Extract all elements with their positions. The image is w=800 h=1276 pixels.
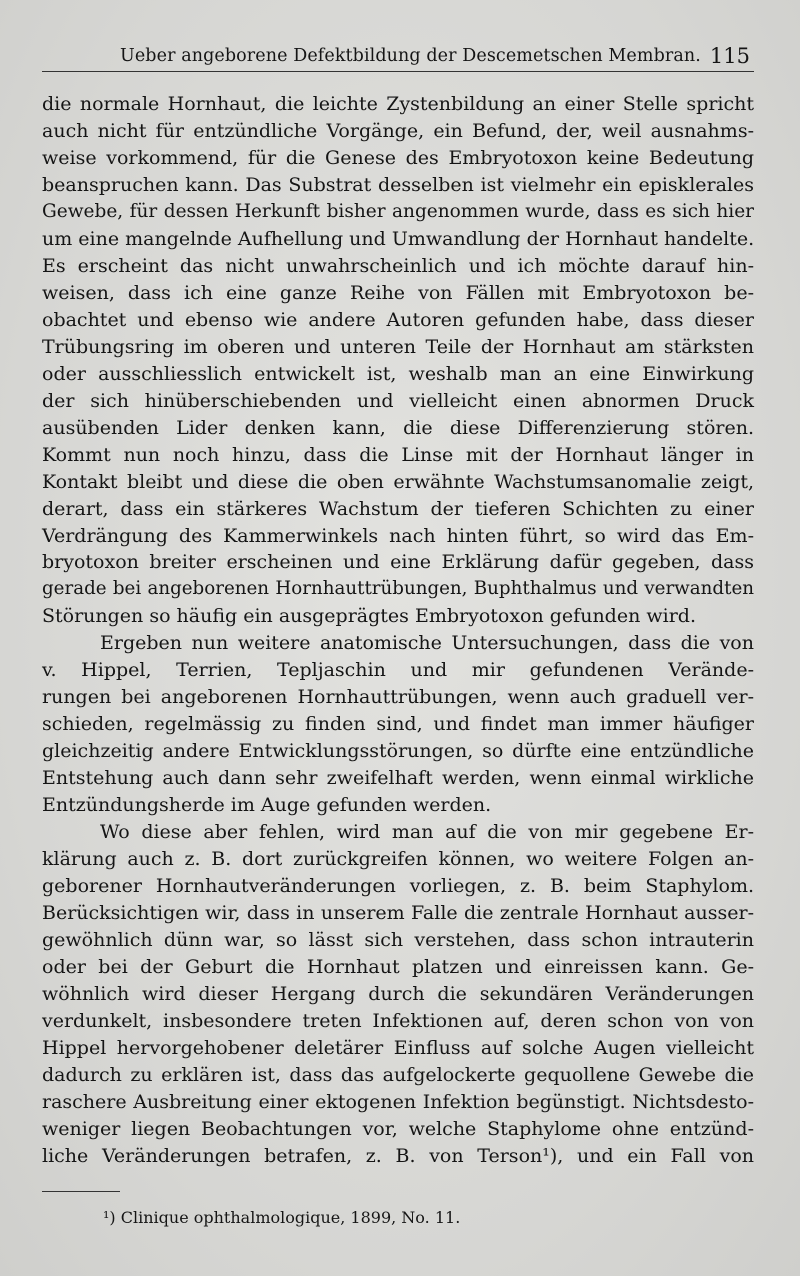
text-line: derart, dass ein stärkeres Wachstum der tieferen Schichten zu einer bbox=[42, 497, 754, 520]
text-line: oder bei der Geburt die Hornhaut platzen und einreissen kann. Ge- bbox=[42, 956, 754, 978]
text-line: bryotoxon breiter erscheinen und eine Erklärung dafür gegeben, dass bbox=[42, 551, 754, 574]
header-rule bbox=[42, 71, 754, 72]
text-line: oder ausschliesslich entwickelt ist, weshalb man an eine Einwirkung bbox=[42, 362, 754, 385]
text-line: weise vorkommend, für die Genese des Embryotoxon keine Bedeutung bbox=[42, 146, 754, 169]
text-line: Störungen so häufig ein ausgeprägtes Embryotoxon gefunden wird. bbox=[42, 605, 696, 628]
footnote-rule bbox=[42, 1191, 120, 1192]
text-line: obachtet und ebenso wie andere Autoren gefunden habe, dass dieser bbox=[42, 308, 754, 331]
text-line: gewöhnlich dünn war, so lässt sich verstehen, dass schon intrauterin bbox=[42, 929, 754, 952]
text-line: Gewebe, für dessen Herkunft bisher angenommen wurde, dass es sich hier bbox=[42, 200, 754, 222]
text-line: raschere Ausbreitung einer ektogenen Infektion begünstigt. Nichtsdesto- bbox=[42, 1090, 754, 1113]
text-line: gleichzeitig andere Entwicklungsstörungen, so dürfte eine entzündliche bbox=[42, 740, 754, 763]
text-line: v. Hippel, Terrien, Tepljaschin und mir gefundenen Verände- bbox=[42, 659, 754, 682]
text-line: weisen, dass ich eine ganze Reihe von Fällen mit Embryotoxon be- bbox=[42, 281, 754, 304]
text-line: Es erscheint das nicht unwahrscheinlich und ich möchte darauf hin- bbox=[42, 254, 754, 277]
text-line: die normale Hornhaut, die leichte Zystenbildung an einer Stelle spricht bbox=[42, 93, 754, 115]
text-line: auch nicht für entzündliche Vorgänge, ein Befund, der, weil ausnahms- bbox=[42, 119, 754, 142]
text-line: Berücksichtigen wir, dass in unserem Falle die zentrale Hornhaut ausser- bbox=[42, 902, 754, 925]
text-line: Hippel hervorgehobener deletärer Einfluss auf solche Augen vielleicht bbox=[42, 1036, 754, 1059]
page-number: 115 bbox=[709, 44, 750, 68]
paragraph-start-line: Wo diese aber fehlen, wird man auf die von mir gegebene Er- bbox=[100, 821, 754, 844]
text-line: rungen bei angeborenen Hornhauttrübungen, wenn auch graduell ver- bbox=[42, 686, 754, 709]
text-line: Verdrängung des Kammerwinkels nach hinten führt, so wird das Em- bbox=[42, 524, 754, 547]
running-head bbox=[42, 40, 754, 74]
paragraph-start-line: Ergeben nun weitere anatomische Untersuchungen, dass die von bbox=[100, 632, 754, 655]
text-line: gerade bei angeborenen Hornhauttrübungen, Buphthalmus und verwandten bbox=[42, 578, 754, 600]
text-line: schieden, regelmässig zu finden sind, und findet man immer häufiger bbox=[42, 713, 754, 736]
text-line: weniger liegen Beobachtungen vor, welche Staphylome ohne entzünd- bbox=[42, 1117, 754, 1140]
text-line: ausübenden Lider denken kann, die diese Differenzierung stören. bbox=[42, 416, 754, 439]
text-line: Trübungsring im oberen und unteren Teile der Hornhaut am stärksten bbox=[42, 335, 754, 358]
text-line: Entzündungsherde im Auge gefunden werden. bbox=[42, 794, 492, 817]
text-line: liche Veränderungen betrafen, z. B. von Terson¹), und ein Fall von bbox=[42, 1144, 754, 1167]
text-line: klärung auch z. B. dort zurückgreifen können, wo weitere Folgen an- bbox=[42, 848, 754, 871]
body-text bbox=[42, 91, 754, 1170]
text-line: beanspruchen kann. Das Substrat desselben ist vielmehr ein episklerales bbox=[42, 173, 754, 196]
running-title: Ueber angeborene Defektbildung der Descemetschen Membran. bbox=[120, 46, 701, 66]
text-line: wöhnlich wird dieser Hergang durch die sekundären Veränderungen bbox=[42, 982, 754, 1005]
text-line: verdunkelt, insbesondere treten Infektionen auf, deren schon von von bbox=[42, 1009, 754, 1032]
text-line: dadurch zu erklären ist, dass das aufgelockerte gequollene Gewebe die bbox=[42, 1063, 754, 1086]
text-line: geborener Hornhautveränderungen vorliegen, z. B. beim Staphylom. bbox=[42, 875, 754, 898]
text-line: Kommt nun noch hinzu, dass die Linse mit der Hornhaut länger in bbox=[42, 443, 754, 466]
text-line: Entstehung auch dann sehr zweifelhaft werden, wenn einmal wirkliche bbox=[42, 767, 754, 790]
footnote: ¹) Clinique ophthalmologique, 1899, No. 11. bbox=[103, 1208, 461, 1227]
text-line: der sich hinüberschiebenden und vielleicht einen abnormen Druck bbox=[42, 389, 754, 412]
text-line: um eine mangelnde Aufhellung und Umwandlung der Hornhaut handelte. bbox=[42, 227, 755, 250]
text-line: Kontakt bleibt und diese die oben erwähnte Wachstumsanomalie zeigt, bbox=[42, 470, 754, 493]
